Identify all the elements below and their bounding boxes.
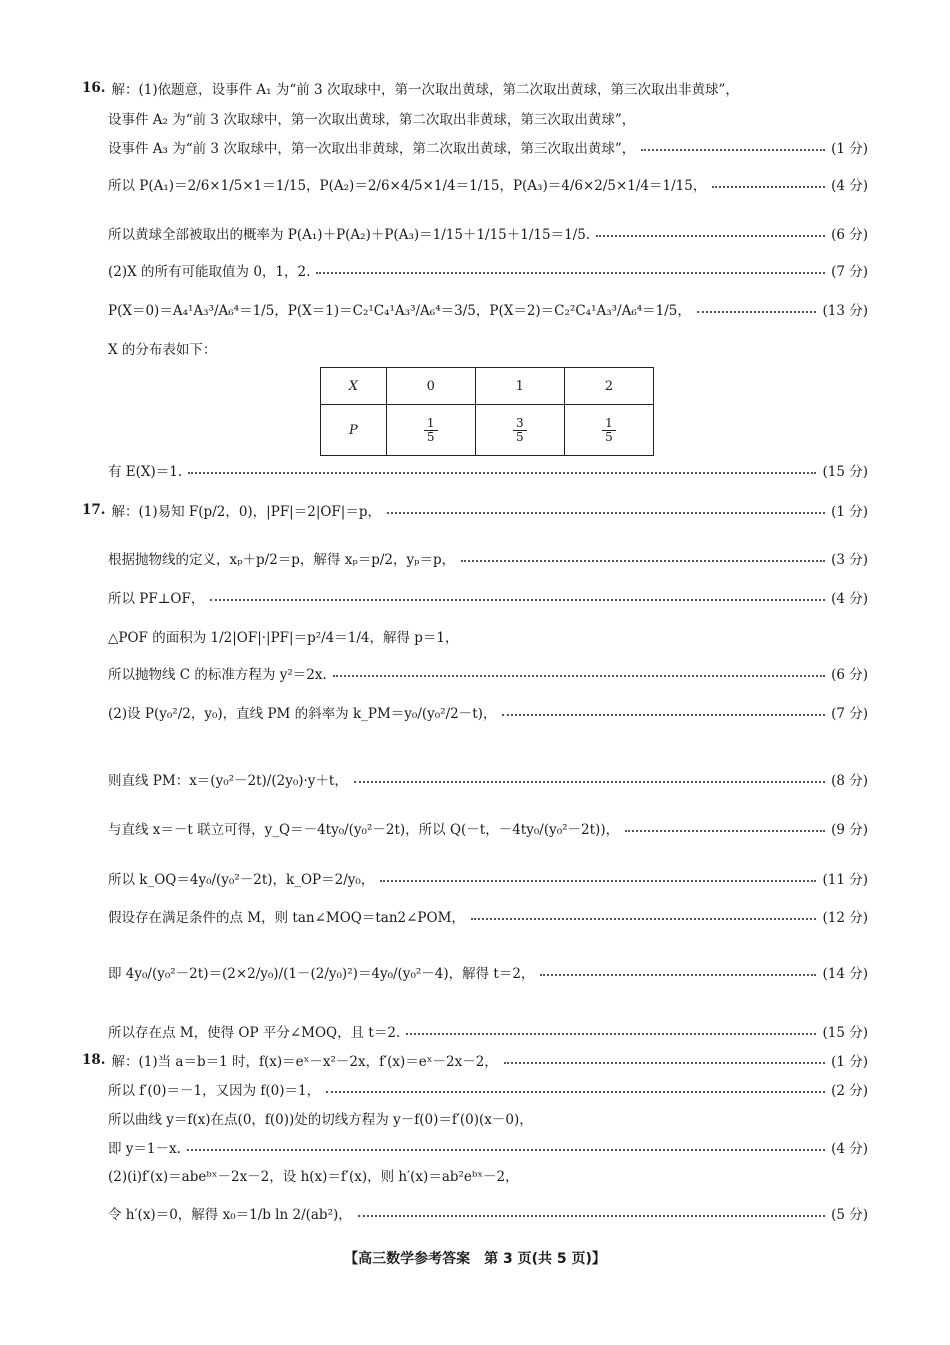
leader-dots [641,149,825,151]
score-points: (2 分) [831,1083,868,1099]
answer-text: 则直线 PM：x＝(y₀²－2t)/(2y₀)·y＋t， [108,773,348,789]
problem-number: 16. [82,80,106,96]
score-points: (1 分) [831,504,868,520]
answer-text: 设事件 A₃ 为“前 3 次取球中，第一次取出非黄球，第二次取出黄球，第三次取出黄球”， [108,141,636,157]
score-points: (8 分) [831,773,868,789]
answer-text: 所以存在点 M，使得 OP 平分∠MOQ，且 t＝2. [108,1025,401,1041]
leader-dots [406,1033,816,1035]
table-cell: $\frac{3}{5}$ [475,405,564,456]
table-cell: 1 [475,368,564,405]
answer-line [108,1165,868,1185]
table-header-x: X [321,368,387,405]
score-points: (15 分) [822,1025,868,1041]
answer-line [82,500,868,520]
leader-dots [387,512,825,514]
leader-dots [380,880,816,882]
table-cell: $\frac{1}{5}$ [386,405,475,456]
leader-dots [316,272,825,274]
answer-line [108,1108,868,1128]
score-points: (11 分) [822,872,868,888]
answer-text: 所以 PF⊥OF， [108,591,205,607]
answer-text: 所以 P(A₁)＝2/6×1/5×1＝1/15，P(A₂)＝2/6×4/5×1/4＝1/15，P(A₃)＝4/6×2/5×1/4＝1/15， [108,178,707,194]
answer-line [108,1079,868,1099]
score-points: (4 分) [831,591,868,607]
answer-text: P(X＝0)＝A₄¹A₃³/A₆⁴＝1/5，P(X＝1)＝C₂¹C₄¹A₃³/A₆⁴＝3/5，P(X＝2)＝C₂²C₄¹A₃³/A₆⁴＝1/5， [108,303,691,319]
table-cell: 2 [564,368,653,405]
leader-dots [210,599,825,601]
answer-line [108,260,868,280]
answer-text: 假设存在满足条件的点 M，则 tan∠MOQ＝tan2∠POM， [108,910,465,926]
answer-text: 有 E(X)＝1. [108,464,183,480]
answer-line [108,906,868,926]
answer-line [108,299,868,319]
leader-dots [333,675,825,677]
answer-text: X 的分布表如下： [108,342,217,358]
answer-line [108,962,868,982]
answer-text: 解：(1)依题意，设事件 A₁ 为“前 3 次取球中，第一次取出黄球，第二次取出黄球，第三次取出非黄球”， [111,82,739,98]
score-points: (12 分) [822,910,868,926]
score-points: (3 分) [831,552,868,568]
problem-number: 18. [82,1052,106,1068]
leader-dots [326,1091,825,1093]
answer-text: 所以抛物线 C 的标准方程为 y²＝2x. [108,667,327,683]
leader-dots [354,781,825,783]
leader-dots [471,918,817,920]
table-cell: $\frac{1}{5}$ [564,405,653,456]
answer-line [108,338,868,358]
answer-line [108,818,868,838]
leader-dots [596,235,825,237]
answer-line [108,663,868,683]
answer-line [108,223,868,243]
answer-text: 所以黄球全部被取出的概率为 P(A₁)＋P(A₂)＋P(A₃)＝1/15＋1/15＋1/15＝1/5. [108,227,591,243]
leader-dots [697,311,817,313]
answer-text: (2)(i)f′(x)＝abeᵇˣ－2x－2，设 h(x)＝f′(x)，则 h′(x)＝ab²eᵇˣ－2， [108,1169,519,1185]
answer-line [108,626,868,646]
answer-line [108,769,868,789]
answer-text: △POF 的面积为 1/2|OF|·|PF|＝p²/4＝1/4，解得 p＝1， [108,630,459,646]
score-points: (4 分) [831,1141,868,1157]
score-points: (1 分) [831,141,868,157]
table-row [321,368,654,405]
score-points: (7 分) [831,264,868,280]
answer-line [108,548,868,568]
distribution-table [320,367,654,456]
leader-dots [540,974,816,976]
answer-text: 解：(1)易知 F(p/2，0)，|PF|＝2|OF|＝p， [111,504,381,520]
answer-line [108,460,868,480]
score-points: (7 分) [831,706,868,722]
answer-text: 即 4y₀/(y₀²－2t)＝(2×2/y₀)/(1－(2/y₀)²)＝4y₀/(y₀²－4)，解得 t＝2， [108,966,535,982]
score-points: (5 分) [831,1207,868,1223]
score-points: (15 分) [822,464,868,480]
problem-number: 17. [82,502,106,518]
answer-line [82,78,868,98]
score-points: (14 分) [822,966,868,982]
answer-line [108,1137,868,1157]
answer-line [108,174,868,194]
answer-line [108,1021,868,1041]
leader-dots [712,186,825,188]
answer-line [108,702,868,722]
answer-text: 令 h′(x)＝0，解得 x₀＝1/b ln 2/(ab²)， [108,1207,352,1223]
table-cell: 0 [386,368,475,405]
answer-line [108,868,868,888]
score-points: (1 分) [831,1054,868,1070]
answer-text: 所以 k_OQ＝4y₀/(y₀²－2t)，k_OP＝2/y₀， [108,872,375,888]
score-points: (4 分) [831,178,868,194]
score-points: (6 分) [831,667,868,683]
leader-dots [358,1215,825,1217]
score-points: (9 分) [831,822,868,838]
leader-dots [187,1149,825,1151]
answer-line [108,1203,868,1223]
answer-text: 所以曲线 y＝f(x)在点(0，f(0))处的切线方程为 y－f(0)＝f′(0)(x－0)， [108,1112,533,1128]
score-points: (6 分) [831,227,868,243]
answer-line [108,108,868,128]
answer-text: (2)设 P(y₀²/2，y₀)，直线 PM 的斜率为 k_PM＝y₀/(y₀²/2－t)， [108,706,497,722]
answer-text: 所以 f′(0)＝－1，又因为 f(0)＝1， [108,1083,321,1099]
answer-text: 即 y＝1－x. [108,1141,181,1157]
answer-text: 根据抛物线的定义，xₚ＋p/2＝p，解得 xₚ＝p/2，yₚ＝p， [108,552,456,568]
answer-text: 设事件 A₂ 为“前 3 次取球中，第一次取出黄球，第二次取出非黄球，第三次取出黄球”， [108,112,636,128]
answer-line [108,587,868,607]
table-row [321,405,654,456]
leader-dots [504,1062,825,1064]
table-header-p: P [321,405,387,456]
answer-line [108,137,868,157]
leader-dots [461,560,825,562]
score-points: (13 分) [822,303,868,319]
leader-dots [625,830,825,832]
answer-text: 解：(1)当 a＝b＝1 时，f(x)＝eˣ－x²－2x，f′(x)＝eˣ－2x－2， [111,1054,498,1070]
answer-text: (2)X 的所有可能取值为 0，1，2. [108,264,311,280]
answer-line [82,1050,868,1070]
page-footer: 【高三数学参考答案 第 3 页(共 5 页)】 [344,1251,606,1267]
leader-dots [188,472,816,474]
answer-text: 与直线 x＝－t 联立可得，y_Q＝－4ty₀/(y₀²－2t)，所以 Q(－t，－4ty₀/(y₀²－2t))， [108,822,620,838]
leader-dots [502,714,825,716]
